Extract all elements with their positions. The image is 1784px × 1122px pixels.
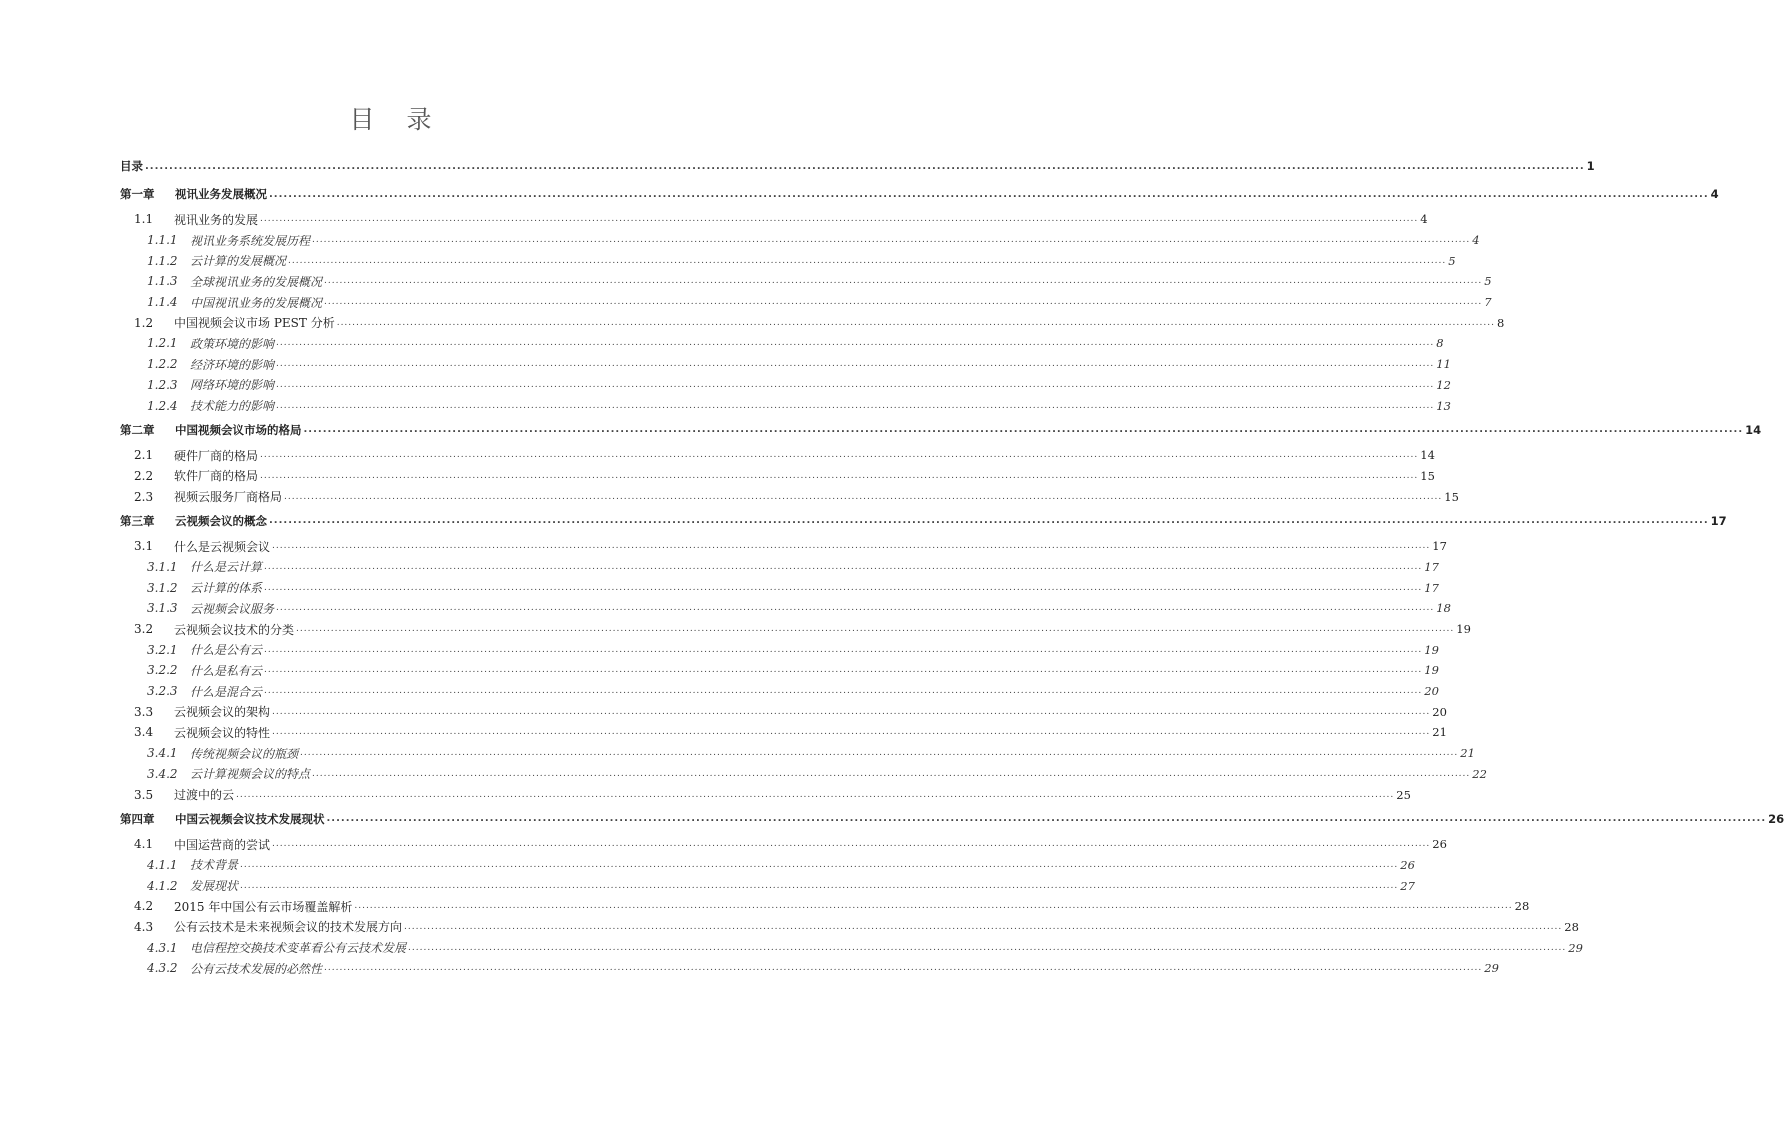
entry-title: 公有云技术发展的必然性 <box>190 961 323 976</box>
entry-number: 3.1.2 <box>147 580 178 595</box>
page-number: 19 <box>1424 663 1439 678</box>
entry-title: 云视频会议的架构 <box>174 705 271 720</box>
entry-title: 云视频会议的特性 <box>174 725 271 740</box>
toc-subsection-entry[interactable] <box>120 271 1492 292</box>
toc-chapter-entry[interactable] <box>120 511 1727 531</box>
toc-section-entry[interactable] <box>120 896 1530 917</box>
entry-number: 第二章 <box>120 422 155 437</box>
dot-leader: ............................................................................................................................................................................................................................................................................................................ <box>272 727 1431 738</box>
toc-subsection-entry[interactable] <box>120 354 1451 375</box>
page-number: 28 <box>1564 919 1579 934</box>
page-number: 26 <box>1768 811 1784 826</box>
page-number: 4 <box>1472 233 1480 248</box>
entry-number: 3.4.2 <box>147 766 178 781</box>
entry-title: 什么是公有云 <box>190 643 263 658</box>
toc-chapter-entry[interactable] <box>120 184 1719 204</box>
entry-title: 中国云视频会议技术发展现状 <box>175 811 325 826</box>
toc-subsection-entry[interactable] <box>120 743 1475 764</box>
dot-leader: ............................................................................................................................................................................................................................................................................................................ <box>260 450 1419 461</box>
dot-leader: ............................................................................................................................................................................................................................................................................................................ <box>404 921 1563 932</box>
entry-number: 1.1.4 <box>147 295 178 310</box>
entry-number: 1.1.3 <box>147 274 178 289</box>
page-number: 14 <box>1420 448 1435 463</box>
toc-subsection-entry[interactable] <box>120 660 1439 681</box>
toc-subsection-entry[interactable] <box>120 764 1487 785</box>
entry-title: 中国运营商的尝试 <box>174 837 271 852</box>
toc-subsection-entry[interactable] <box>120 681 1439 702</box>
page-number: 15 <box>1420 468 1435 483</box>
entry-title: 云视频会议技术的分类 <box>174 622 295 637</box>
entry-title: 发展现状 <box>190 879 239 894</box>
toc-subsection-entry[interactable] <box>120 375 1451 396</box>
page-number: 5 <box>1484 274 1492 289</box>
page-number: 17 <box>1710 513 1727 528</box>
entry-number: 1.1.1 <box>147 233 178 248</box>
entry-title: 云计算的发展概况 <box>190 254 287 269</box>
dot-leader: ............................................................................................................................................................................................................................................................................................................ <box>236 789 1395 800</box>
toc-subsection-entry[interactable] <box>120 598 1451 619</box>
entry-number: 3.1.3 <box>147 601 178 616</box>
page-number: 29 <box>1484 961 1499 976</box>
entry-title: 过渡中的云 <box>174 788 235 803</box>
entry-title: 传统视频会议的瓶颈 <box>190 746 299 761</box>
page-number: 28 <box>1514 899 1530 914</box>
page-number: 25 <box>1396 787 1411 802</box>
entry-number: 4.3 <box>134 919 154 934</box>
toc-subsection-entry[interactable] <box>120 875 1415 896</box>
dot-leader: ............................................................................................................................................................................................................................................................................................................ <box>312 768 1471 779</box>
entry-number: 4.2 <box>134 899 154 914</box>
entry-title: 政策环境的影响 <box>190 336 275 351</box>
page-number: 14 <box>1745 422 1762 437</box>
entry-title: 电信程控交换技术变革看公有云技术发展 <box>190 941 407 956</box>
entry-number: 2.1 <box>134 448 154 463</box>
dot-leader: ............................................................................................................................................................................................................................................................................................................ <box>276 359 1435 370</box>
page-number: 13 <box>1436 398 1451 413</box>
dot-leader: ............................................................................................................................................................................................................................................................................................................ <box>336 317 1495 328</box>
entry-number: 1.2.4 <box>147 398 178 413</box>
entry-title: 什么是私有云 <box>190 663 263 678</box>
toc-subsection-entry[interactable] <box>120 292 1492 313</box>
dot-leader: ............................................................................................................................................................................................................................................................................................................ <box>269 188 1709 200</box>
dot-leader: ............................................................................................................................................................................................................................................................................................................ <box>296 624 1455 635</box>
entry-number: 4.1.1 <box>147 857 178 872</box>
dot-leader: ............................................................................................................................................................................................................................................................................................................ <box>276 379 1435 390</box>
dot-leader: ............................................................................................................................................................................................................................................................................................................ <box>276 603 1435 614</box>
entry-title: 经济环境的影响 <box>190 357 275 372</box>
page-number: 7 <box>1484 295 1492 310</box>
dot-leader: ............................................................................................................................................................................................................................................................................................................ <box>326 813 1767 825</box>
page-number: 15 <box>1444 489 1459 504</box>
toc-section-entry[interactable] <box>120 312 1505 333</box>
page-number: 29 <box>1568 940 1583 955</box>
entry-number: 1.1.2 <box>147 253 178 268</box>
toc-section-entry[interactable] <box>120 917 1579 938</box>
page-number: 18 <box>1436 601 1451 616</box>
entry-title: 云视频会议的概念 <box>175 513 267 528</box>
page-number: 26 <box>1400 857 1415 872</box>
dot-leader: ............................................................................................................................................................................................................................................................................................................ <box>264 686 1423 697</box>
toc-section-entry[interactable] <box>120 784 1411 805</box>
toc-chapter-entry[interactable] <box>120 809 1784 829</box>
page-number: 19 <box>1456 622 1471 637</box>
entry-number: 3.1.1 <box>147 559 178 574</box>
page-number: 12 <box>1436 377 1451 392</box>
toc-subsection-entry[interactable] <box>120 937 1583 958</box>
toc-section-entry[interactable] <box>120 486 1459 507</box>
entry-number: 3.2 <box>134 622 154 637</box>
entry-title: 云视频会议服务 <box>190 601 275 616</box>
table-of-contents <box>120 156 1784 979</box>
entry-number: 1.2.1 <box>147 336 178 351</box>
dot-leader: ............................................................................................................................................................................................................................................................................................................ <box>264 561 1423 572</box>
toc-chapter-entry[interactable] <box>120 420 1762 440</box>
entry-title: 软件厂商的格局 <box>174 469 259 484</box>
page-number: 20 <box>1424 684 1439 699</box>
entry-number: 4.1.2 <box>147 878 178 893</box>
dot-leader: ............................................................................................................................................................................................................................................................................................................ <box>264 665 1423 676</box>
dot-leader: ............................................................................................................................................................................................................................................................................................................ <box>324 963 1483 974</box>
toc-subsection-entry[interactable] <box>120 855 1415 876</box>
toc-section-entry[interactable] <box>120 445 1435 466</box>
entry-title: 中国视频会议市场 PEST 分析 <box>174 316 335 331</box>
page-number: 17 <box>1424 559 1439 574</box>
page-number: 17 <box>1424 580 1439 595</box>
toc-subsection-entry[interactable] <box>120 230 1480 251</box>
entry-title: 中国视讯业务的发展概况 <box>190 295 323 310</box>
entry-number: 3.2.3 <box>147 684 178 699</box>
dot-leader: ............................................................................................................................................................................................................................................................................................................ <box>300 748 1459 759</box>
dot-leader: ............................................................................................................................................................................................................................................................................................................ <box>269 515 1709 527</box>
entry-number: 4.3.2 <box>147 961 178 976</box>
page-number: 8 <box>1436 336 1444 351</box>
page-number: 8 <box>1496 315 1505 330</box>
dot-leader: ............................................................................................................................................................................................................................................................................................................ <box>260 214 1419 225</box>
entry-number: 第三章 <box>120 513 155 528</box>
page-number: 21 <box>1432 725 1447 740</box>
dot-leader: ............................................................................................................................................................................................................................................................................................................ <box>408 942 1567 953</box>
toc-subsection-entry[interactable] <box>120 639 1439 660</box>
entry-title: 网络环境的影响 <box>190 378 275 393</box>
entry-number: 3.1 <box>134 539 154 554</box>
entry-number: 3.5 <box>134 787 154 802</box>
page-number: 11 <box>1436 357 1451 372</box>
toc-subsection-entry[interactable] <box>120 333 1444 354</box>
entry-number: 2.2 <box>134 468 154 483</box>
toc-subsection-entry[interactable] <box>120 557 1439 578</box>
toc-subsection-entry[interactable] <box>120 250 1456 271</box>
entry-title: 什么是云视频会议 <box>174 539 271 554</box>
dot-leader: ............................................................................................................................................................................................................................................................................................................ <box>284 491 1443 502</box>
toc-section-entry[interactable] <box>120 209 1428 230</box>
dot-leader: ............................................................................................................................................................................................................................................................................................................ <box>276 338 1435 349</box>
entry-number: 3.2.1 <box>147 642 178 657</box>
toc-subsection-entry[interactable] <box>120 395 1451 416</box>
dot-leader: ............................................................................................................................................................................................................................................................................................................ <box>145 160 1585 172</box>
entry-number: 第一章 <box>120 187 155 201</box>
dot-leader: ............................................................................................................................................................................................................................................................................................................ <box>276 400 1435 411</box>
entry-title: 公有云技术是未来视频会议的技术发展方向 <box>174 920 403 935</box>
entry-title: 视讯业务的发展 <box>174 212 259 227</box>
dot-leader: ............................................................................................................................................................................................................................................................................................................ <box>272 839 1431 850</box>
toc-subsection-entry[interactable] <box>120 577 1439 598</box>
page-number: 19 <box>1424 642 1439 657</box>
dot-leader: ............................................................................................................................................................................................................................................................................................................ <box>324 276 1483 287</box>
entry-number: 1.2 <box>134 315 154 330</box>
toc-section-entry[interactable] <box>120 619 1471 640</box>
page-number: 21 <box>1460 746 1475 761</box>
dot-leader: ............................................................................................................................................................................................................................................................................................................ <box>264 582 1423 593</box>
dot-leader: ............................................................................................................................................................................................................................................................................................................ <box>312 235 1471 246</box>
dot-leader: ............................................................................................................................................................................................................................................................................................................ <box>288 255 1447 266</box>
toc-section-entry[interactable] <box>120 701 1447 722</box>
entry-title: 目录 <box>120 159 143 173</box>
entry-title: 视讯业务系统发展历程 <box>190 233 311 248</box>
entry-number: 3.2.2 <box>147 663 178 678</box>
entry-number: 3.3 <box>134 704 154 719</box>
entry-number: 1.2.2 <box>147 357 178 372</box>
page-number: 22 <box>1472 766 1487 781</box>
toc-section-entry[interactable] <box>120 466 1435 487</box>
dot-leader: ............................................................................................................................................................................................................................................................................................................ <box>240 880 1399 891</box>
toc-section-entry[interactable] <box>120 834 1447 855</box>
page-number: 4 <box>1420 212 1428 227</box>
page-number: 5 <box>1448 253 1456 268</box>
entry-number: 4.3.1 <box>147 940 178 955</box>
dot-leader: ............................................................................................................................................................................................................................................................................................................ <box>240 859 1399 870</box>
entry-title: 技术背景 <box>190 858 239 873</box>
toc-section-entry[interactable] <box>120 722 1447 743</box>
dot-leader: ............................................................................................................................................................................................................................................................................................................ <box>260 470 1419 481</box>
entry-title: 2015 年中国公有云市场覆盖解析 <box>174 899 353 914</box>
page-number: 17 <box>1432 539 1447 554</box>
entry-title: 云计算的体系 <box>190 581 263 596</box>
entry-number: 1.2.3 <box>147 377 178 392</box>
entry-title: 云计算视频会议的特点 <box>190 767 311 782</box>
entry-number: 4.1 <box>134 837 154 852</box>
dot-leader: ............................................................................................................................................................................................................................................................................................................ <box>272 541 1431 552</box>
entry-title: 视频云服务厂商格局 <box>174 490 283 505</box>
page-number: 20 <box>1432 704 1447 719</box>
entry-title: 硬件厂商的格局 <box>174 448 259 463</box>
entry-title: 全球视讯业务的发展概况 <box>190 274 323 289</box>
entry-number: 3.4.1 <box>147 746 178 761</box>
page-number: 27 <box>1400 878 1415 893</box>
entry-number: 1.1 <box>134 212 154 227</box>
toc-section-entry[interactable] <box>120 536 1447 557</box>
entry-number: 2.3 <box>134 489 154 504</box>
entry-title: 中国视频会议市场的格局 <box>175 422 302 437</box>
page-number: 4 <box>1710 187 1719 201</box>
toc-subsection-entry[interactable] <box>120 958 1499 979</box>
toc-chapter-entry[interactable] <box>120 156 1595 176</box>
entry-title: 什么是云计算 <box>190 560 263 575</box>
page-number: 1 <box>1586 159 1595 173</box>
dot-leader: ............................................................................................................................................................................................................................................................................................................ <box>272 706 1431 717</box>
dot-leader: ............................................................................................................................................................................................................................................................................................................ <box>324 297 1483 308</box>
entry-title: 什么是混合云 <box>190 684 263 699</box>
dot-leader: ............................................................................................................................................................................................................................................................................................................ <box>354 901 1513 912</box>
entry-title: 技术能力的影响 <box>190 399 275 414</box>
toc-title: 目 录 <box>349 105 444 134</box>
page-number: 26 <box>1432 837 1447 852</box>
dot-leader: ............................................................................................................................................................................................................................................................................................................ <box>303 424 1744 436</box>
entry-number: 3.4 <box>134 725 154 740</box>
dot-leader: ............................................................................................................................................................................................................................................................................................................ <box>264 644 1423 655</box>
entry-title: 视讯业务发展概况 <box>175 187 267 201</box>
entry-number: 第四章 <box>120 811 155 826</box>
